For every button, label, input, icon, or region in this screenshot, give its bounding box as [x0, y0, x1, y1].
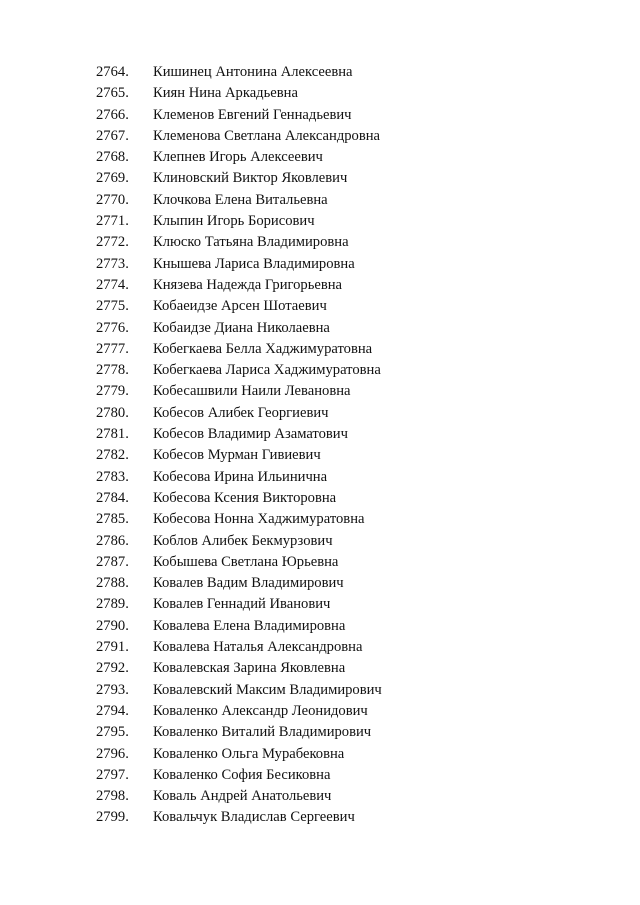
entry-number: 2765.: [96, 85, 129, 102]
entry-number: 2766.: [96, 106, 129, 123]
list-item: [96, 744, 382, 765]
list-item: [96, 211, 382, 232]
entry-number: 2786.: [96, 532, 129, 549]
entry-number: 2776.: [96, 319, 129, 336]
entry-name: Клиновский Виктор Яковлевич: [153, 170, 348, 187]
entry-number: 2774.: [96, 276, 129, 293]
list-item: [96, 168, 382, 189]
entry-number: 2768.: [96, 149, 129, 166]
entry-number: 2795.: [96, 724, 129, 741]
entry-number: 2788.: [96, 575, 129, 592]
list-item: [96, 403, 382, 424]
entry-number: 2764.: [96, 64, 129, 80]
entry-name: Ковалевский Максим Владимирович: [153, 681, 382, 698]
entry-number: 2792.: [96, 660, 129, 677]
entry-name: Коваленко Виталий Владимирович: [153, 724, 372, 741]
entry-number: 2767.: [96, 127, 129, 144]
entry-number: 2773.: [96, 255, 129, 272]
list-item: [96, 62, 382, 83]
list-item: [96, 318, 382, 339]
entry-name: Кнышева Лариса Владимировна: [153, 255, 355, 272]
entry-number: 2785.: [96, 511, 129, 528]
entry-name: Кобесашвили Наили Левановна: [153, 383, 351, 400]
entry-number: 2769.: [96, 170, 129, 187]
entry-name: Ковалева Елена Владимировна: [153, 617, 346, 634]
entry-number: 2787.: [96, 553, 129, 570]
entry-name: Коваленко София Бесиковна: [153, 766, 331, 783]
entry-name: Клепнев Игорь Алексеевич: [153, 149, 323, 166]
entry-name: Клочкова Елена Витальевна: [153, 191, 328, 208]
entry-name: Ковалева Наталья Александровна: [153, 639, 363, 656]
entry-name: Кобегкаева Лариса Хаджимуратовна: [153, 362, 381, 379]
entry-number: 2780.: [96, 404, 129, 421]
list-item: [96, 509, 382, 530]
list-item: [96, 424, 382, 445]
list-item: [96, 573, 382, 594]
list-item: [96, 807, 382, 828]
entry-name: Кобесова Нонна Хаджимуратовна: [153, 511, 365, 528]
list-item: [96, 190, 382, 211]
entry-number: 2782.: [96, 447, 129, 464]
entry-name: Кобаеидзе Арсен Шотаевич: [153, 298, 327, 315]
list-item: [96, 531, 382, 552]
list-item: [96, 467, 382, 488]
entry-number: 2799.: [96, 809, 129, 826]
entry-name: Кобесов Алибек Георгиевич: [153, 404, 329, 421]
entry-name: Кобаидзе Диана Николаевна: [153, 319, 330, 336]
entry-number: 2770.: [96, 191, 129, 208]
list-item: [96, 594, 382, 615]
entry-number: 2793.: [96, 681, 129, 698]
list-item: [96, 701, 382, 722]
entry-number: 2790.: [96, 617, 129, 634]
entry-number: 2789.: [96, 596, 129, 613]
entry-number: 2796.: [96, 745, 129, 762]
list-item: [96, 552, 382, 573]
list-item: [96, 126, 382, 147]
entry-number: 2777.: [96, 340, 129, 357]
list-item: [96, 360, 382, 381]
list-item: [96, 254, 382, 275]
entry-name: Ковалев Вадим Владимирович: [153, 575, 344, 592]
list-item: [96, 722, 382, 743]
entry-name: Ковалев Геннадий Иванович: [153, 596, 331, 613]
entry-number: 2775.: [96, 298, 129, 315]
entry-name: Клеменов Евгений Геннадьевич: [153, 106, 352, 123]
entry-number: 2771.: [96, 213, 129, 230]
entry-name: Клюско Татьяна Владимировна: [153, 234, 349, 251]
list-item: [96, 680, 382, 701]
entry-name: Киян Нина Аркадьевна: [153, 85, 298, 102]
entry-number: 2783.: [96, 468, 129, 485]
list-item: [96, 83, 382, 104]
entry-name: Кобесов Мурман Гивиевич: [153, 447, 321, 464]
entry-number: 2779.: [96, 383, 129, 400]
entry-number: 2784.: [96, 489, 129, 506]
list-item: [96, 275, 382, 296]
list-item: [96, 765, 382, 786]
list-item: [96, 296, 382, 317]
list-item: [96, 637, 382, 658]
list-item: [96, 786, 382, 807]
entry-name: Кобегкаева Белла Хаджимуратовна: [153, 340, 373, 357]
entry-name: Ковалевская Зарина Яковлевна: [153, 660, 346, 677]
list-item: [96, 658, 382, 679]
entry-name: Кобышева Светлана Юрьевна: [153, 553, 339, 570]
entry-name: Клыпин Игорь Борисович: [153, 213, 315, 230]
list-item: [96, 105, 382, 126]
entry-name: Коваль Андрей Анатольевич: [153, 788, 332, 805]
list-item: [96, 232, 382, 253]
list-item: [96, 616, 382, 637]
entry-number: 2778.: [96, 362, 129, 379]
entry-number: 2798.: [96, 788, 129, 805]
entry-name: Кобесова Ирина Ильинична: [153, 468, 328, 485]
entry-name: Коваленко Ольга Мурабековна: [153, 745, 345, 762]
entry-name: Ковальчук Владислав Сергеевич: [153, 809, 355, 826]
entry-number: 2794.: [96, 702, 129, 719]
list-item: [96, 381, 382, 402]
entry-name: Клеменова Светлана Александровна: [153, 127, 381, 144]
entry-number: 2772.: [96, 234, 129, 251]
entry-name: Князева Надежда Григорьевна: [153, 276, 343, 293]
list-item: [96, 488, 382, 509]
entry-number: 2797.: [96, 766, 129, 783]
list-item: [96, 445, 382, 466]
entry-name: Коваленко Александр Леонидович: [153, 702, 368, 719]
entry-number: 2781.: [96, 426, 129, 443]
entry-name: Кобесова Ксения Викторовна: [153, 489, 337, 506]
entry-name: Кобесов Владимир Азаматович: [153, 426, 348, 443]
entry-name: Кишинец Антонина Алексеевна: [153, 64, 353, 80]
list-item: [96, 339, 382, 360]
name-list: [96, 62, 382, 829]
entry-number: 2791.: [96, 639, 129, 656]
entry-name: Коблов Алибек Бекмурзович: [153, 532, 333, 549]
list-item: [96, 147, 382, 168]
